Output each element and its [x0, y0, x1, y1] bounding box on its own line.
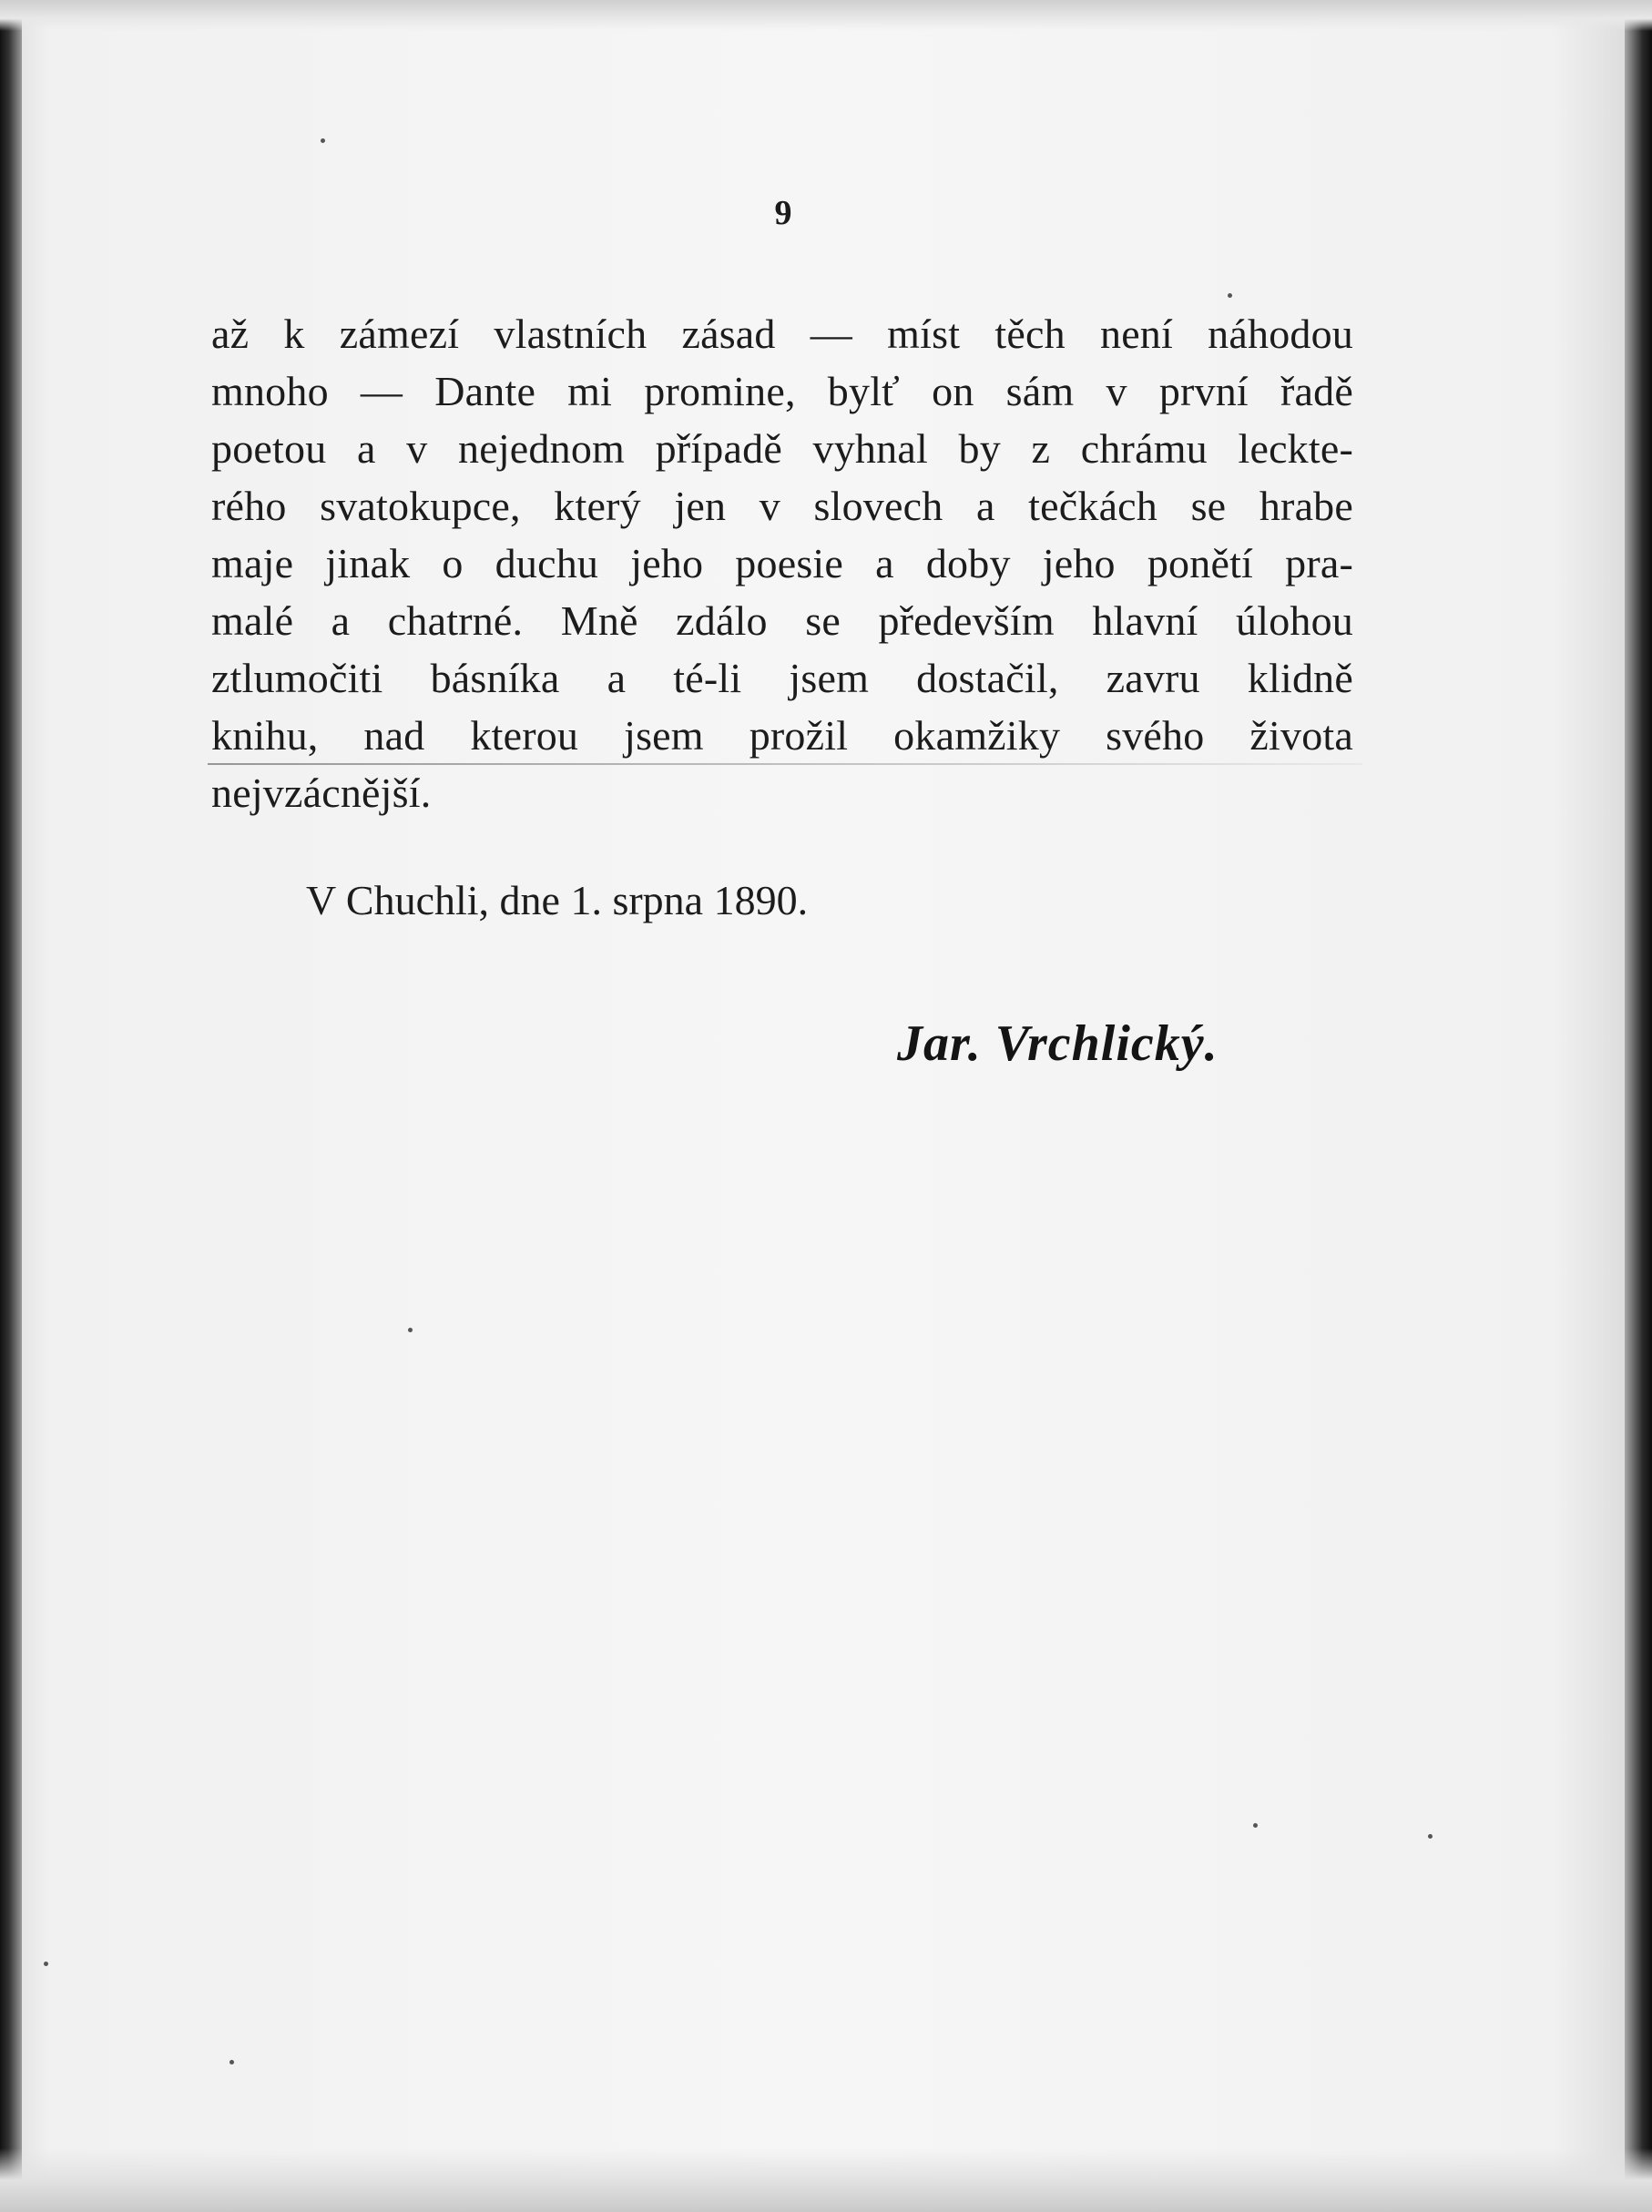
paper-speck	[1253, 1823, 1258, 1828]
author-signature: Jar. Vrchlický.	[897, 1015, 1219, 1072]
text-line: malé a chatrné. Mně zdálo se především hlavní úlohou	[211, 597, 1353, 644]
paper-speck	[229, 2060, 234, 2064]
text-line: maje jinak o duchu jeho poesie a doby jeho ponětí pra-	[211, 540, 1353, 586]
text-line: knihu, nad kterou jsem prožil okamžiky svého života	[211, 712, 1353, 759]
dateline: V Chuchli, dne 1. srpna 1890.	[306, 877, 809, 923]
paper-speck	[1228, 293, 1232, 298]
text-line: nejvzácnější.	[211, 770, 432, 816]
page-edge-top	[0, 0, 1652, 31]
paper-speck	[408, 1328, 413, 1332]
body-paragraph	[211, 305, 1353, 821]
page-edge-bottom	[0, 2148, 1652, 2212]
page-edge-left	[0, 0, 22, 2212]
text-line: ztlumočiti básníka a té-li jsem dostačil, zavru klidně	[211, 655, 1353, 701]
paper-speck	[1428, 1834, 1433, 1839]
text-line: poetou a v nejednom případě vyhnal by z chrámu leckte-	[211, 425, 1353, 472]
paper-speck	[321, 138, 325, 143]
text-line: mnoho — Dante mi promine, bylť on sám v první řadě	[211, 368, 1353, 414]
page-number: 9	[774, 194, 792, 232]
page-edge-right	[1625, 0, 1652, 2212]
pencil-underline-mark	[208, 763, 1362, 765]
text-line: rého svatokupce, který jen v slovech a tečkách se hrabe	[211, 483, 1353, 529]
paper-speck	[44, 1962, 48, 1966]
text-line: až k zámezí vlastních zásad — míst těch není náhodou	[211, 311, 1353, 357]
